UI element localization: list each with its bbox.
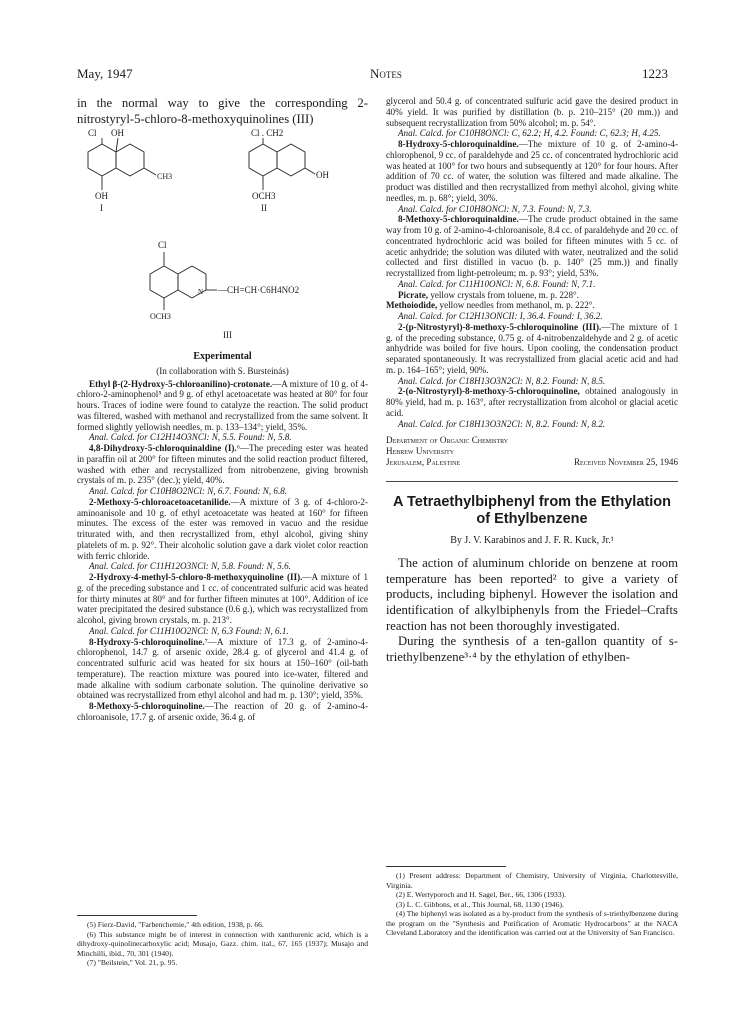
analysis-line: Anal. Calcd. for C11H10O2NCl: N, 6.3 Found: N, 6.1. bbox=[89, 625, 289, 636]
structure-i-ch3: CH3 bbox=[157, 172, 173, 182]
structure-ii-och3: OCH3 bbox=[252, 191, 276, 202]
footnote-rule bbox=[386, 866, 506, 867]
compound-title: 4,8-Dihydroxy-5-chloroquinaldine (I). bbox=[89, 443, 237, 454]
procedure-text: —A mixture of 10 g. of 4-chloro-2-aminophenol⁵ and 9 g. of ethyl acetoacetate was heated at 80° for four hours. Traces of iodine were found to catalyze the reaction. The solid product was filtered, washed with methanol and recrystallized from the same solvent. It formed slightly yellowish needles, m. p. 133–134°; yield, 35%. bbox=[77, 378, 368, 432]
compound-title: 2-(p-Nitrostyryl)-8-methoxy-5-chloroquinoline (III). bbox=[398, 321, 602, 332]
compound-title: 8-Hydroxy-5-chloroquinaldine. bbox=[398, 139, 519, 149]
structure-ii-ring-right bbox=[277, 144, 305, 176]
analysis-line: Anal. Calcd. for C12H14O3NCl: N, 5.5. Found: N, 5.8. bbox=[89, 432, 292, 443]
university: Hebrew University bbox=[386, 446, 455, 456]
structure-i-ring-left bbox=[88, 144, 116, 176]
running-header-section: Notes bbox=[370, 66, 402, 81]
location-line bbox=[386, 457, 678, 468]
structure-i-oh-top: OH bbox=[111, 128, 124, 139]
procedure-text: ⁶—The preceding ester was heated in paraffin oil at 200° for fifteen minutes and the solid reaction product filtered, washed with ether and recrystallized from nitrobenzene, giving brownish crystals of m. p. 235° (dec.); yield, 40%. bbox=[77, 443, 368, 486]
right-footnotes bbox=[386, 871, 678, 938]
compound-title: 2-Hydroxy-4-methyl-5-chloro-8-methoxyquinoline (II). bbox=[89, 572, 303, 583]
procedure-text: yellow needles from methanol, m. p. 222°. bbox=[437, 300, 595, 311]
body-paragraph: The action of aluminum chloride on benzene at room temperature has been reported² to give a variety of products, including biphenyl. However the isolation and identification of alkylbiphenyls from the Friedel–Crafts reaction has not been thoroughly investigated. bbox=[386, 556, 678, 633]
compound-title: Picrate, bbox=[398, 289, 429, 300]
analysis-line: Anal. Calcd. for C11H12O3NCl: N, 5.8. Found: N, 5.6. bbox=[89, 561, 291, 572]
article-divider bbox=[386, 481, 678, 482]
footnote: (1) Present address: Department of Chemistry, University of Virginia, Charlottesville, Virginia. bbox=[386, 871, 678, 890]
structure-iii-ring-left bbox=[150, 266, 178, 298]
structure-i-cl: Cl bbox=[88, 128, 97, 139]
left-footnotes bbox=[77, 920, 368, 968]
analysis-line: Anal. Calcd. for C18H13O3N2Cl: N, 8.2. Found: N, 8.2. bbox=[398, 418, 606, 429]
footnote: (5) Fierz-David, "Farbenchemie," 4th edition, 1938, p. 66. bbox=[87, 920, 264, 929]
body-paragraph: During the synthesis of a ten-gallon quantity of s-triethylbenzene³·⁴ by the ethylation of ethylben- bbox=[386, 634, 678, 664]
analysis-line: Anal. Calcd. for C10H8ONCl: N, 7.3. Found: N, 7.3. bbox=[398, 203, 592, 214]
section-heading-experimental: Experimental bbox=[193, 351, 252, 363]
structure-i-numeral: I bbox=[100, 203, 103, 214]
left-column bbox=[77, 96, 368, 723]
running-header-date: May, 1947 bbox=[77, 66, 133, 81]
procedure-text: —The mixture of 10 g. of 2-amino-4-chlorophenol, 9 cc. of paraldehyde and 25 cc. of concentrated hydrochloric acid was heated at 100° for two hours and subsequently at 120° for four hours. After addition of 70 cc. of water, the solution was filtered and made alkaline. The product was distilled and then recrystallized from methyl alcohol, giving white needles, m. p. 68°; yield, 30%. bbox=[386, 139, 678, 203]
structure-iii-chain: —CH=CH·C6H4NO2 bbox=[218, 285, 300, 296]
compound-title: Ethyl β-(2-Hydroxy-5-chloroanilino)-crotonate. bbox=[89, 378, 273, 389]
structure-iii-numeral: III bbox=[223, 330, 232, 341]
footnote: (7) "Beilstein," Vol. 21, p. 95. bbox=[87, 958, 178, 967]
compound-title: 2-(o-Nitrostyryl)-8-methoxy-5-chloroquinoline, bbox=[398, 386, 580, 397]
compound-title: 8-Methoxy-5-chloroquinaldine. bbox=[398, 214, 519, 225]
procedure-text: yellow crystals from toluene, m. p. 228°. bbox=[428, 289, 579, 300]
structure-i-oh-bottom: OH bbox=[95, 191, 108, 202]
article-authors: By J. V. Karabinos and J. F. R. Kuck, Jr.¹ bbox=[450, 534, 614, 546]
affiliation-block bbox=[386, 435, 678, 467]
page-number: 1223 bbox=[642, 66, 668, 81]
footnote: (6) This substance might be of interest in connection with xanthurenic acid, which is a dihydroxy-quinolinecarboxylic acid; Musajo, Gazz. chim. ital., 67, 165 (1937); Musajo and Minchilli, ibid., 70, 301 (1940). bbox=[77, 929, 368, 958]
structure-iii-n: N bbox=[198, 288, 204, 297]
received-date: Received November 25, 1946 bbox=[573, 456, 678, 467]
intro-paragraph: in the normal way to give the corresponding 2-nitrostyryl-5-chloro-8-methoxyquinolines (III) bbox=[77, 96, 368, 126]
location: Jerusalem, Palestine bbox=[386, 456, 461, 467]
collaboration-note: (In collaboration with S. Bursteinás) bbox=[156, 365, 289, 376]
chemical-structures bbox=[77, 128, 368, 350]
procedure-text: —A mixture of 1 g. of the preceding substance and 1 cc. of concentrated sulfuric acid was heated for thirty minutes at 80° and for further fifteen minutes at 100°. Addition of ice water precipitated the desired substance (0.6 g.), which was recrystallized from alcohol, giving brown crystals, m. p. 213°. bbox=[77, 572, 368, 626]
footnote: (2) E. Wertyporoch and H. Sagel, Ber., 66, 1306 (1933). bbox=[396, 890, 567, 899]
structure-iii-och3: OCH3 bbox=[150, 312, 171, 322]
analysis-line: Anal. Calcd. for C12H13ONCII: I, 36.4. Found: I, 36.2. bbox=[398, 311, 603, 321]
structure-i-ring-right bbox=[116, 144, 144, 176]
footnote: (3) L. C. Gibbons, et al., This Journal, 68, 1130 (1946). bbox=[396, 899, 564, 909]
procedure-text: —The mixture of 1 g. of the preceding substance, 0.75 g. of 4-nitrobenzaldehyde and 2 g. of acetic anhydride was boiled for five hours. Upon cooling, the condensation product separated spontaneously. It was recrystallized from glacial acetic acid and had m. p. 164–165°; yield, 90%. bbox=[386, 321, 678, 375]
structure-ii-oh: OH bbox=[316, 170, 329, 181]
structure-ii-cl-ch2: Cl . CH2 bbox=[251, 128, 284, 139]
procedure-text: glycerol and 50.4 g. of concentrated sulfuric acid gave the desired product in 40% yield. It was purified by distillation (b. p. 210–215° (20 mm.)) and subsequent recrystallization from 50% alcohol; m. p. 54°. bbox=[386, 96, 678, 128]
structure-ii-numeral: II bbox=[261, 203, 267, 214]
procedure-text: —A mixture of 3 g. of 4-chloro-2-aminoanisole and 10 g. of ethyl acetoacetate was heated at 160° for fifteen minutes. The excess of the ester was removed in vacuo and the residue triturated with, and then recrystallized from, ethyl alcohol, giving shiny platelets of m. p. 92°. Their alcoholic solution gave a dark violet color reaction with ferric chloride. bbox=[77, 496, 368, 561]
article-title: A Tetraethylbiphenyl from the Ethylation of Ethylbenzene bbox=[393, 493, 671, 527]
compound-title: 8-Methoxy-5-chloroquinoline. bbox=[89, 701, 205, 712]
right-column bbox=[386, 96, 678, 665]
footnote: (4) The biphenyl was isolated as a by-product from the synthesis of s-triethylbenzene during the program on the "Synthesis and Purification of Aromatic Hydrocarbons" at the NACA Cleveland Laboratory and the identification was carried out at the University of San Francisco. bbox=[386, 909, 678, 937]
structure-iii-cl: Cl bbox=[158, 240, 167, 251]
analysis-line: Anal. Calcd. for C10H8ONCl: C, 62.2; H, 4.2. Found: C, 62.3; H, 4.25. bbox=[398, 128, 661, 139]
procedure-text: —The crude product obtained in the same way from 10 g. of 2-amino-4-chloroanisole, 8.4 cc. of paraldehyde and 20 cc. of concentrated hydrochloric acid was boiled for fifteen minutes with 5 cc. of acetic anhydride; the solution was diluted with water, neutralized and the solid collected and first distilled in vacuo (b. p. 140° (25 mm.)) and finally recrystallized from light-petroleum; m. p. 93°; yield, 53%. bbox=[386, 214, 678, 278]
compound-title: 2-Methoxy-5-chloroacetoacetanilide. bbox=[89, 496, 231, 507]
compound-title: Methoiodide, bbox=[386, 300, 438, 311]
procedure-text: ⁷—A mixture of 17.3 g. of 2-amino-4-chlorophenol, 14.7 g. of arsenic oxide, 28.4 g. of glycerol and 41.4 g. of concentrated sulfuric acid was heated for six hours at 150–160° (oil-bath temperature). The reaction mixture was poured into ice-water, filtered and made alkaline with sodium carbonate solution. The quinoline derivative so obtained was recrystallized from ethyl alcohol and had m. p. 130°; yield, 35%. bbox=[77, 636, 368, 701]
analysis-line: Anal. Calcd. for C10H8O2NCl: N, 6.7. Found: N, 6.8. bbox=[89, 486, 288, 497]
analysis-line: Anal. Calcd. for C18H13O3N2Cl: N, 8.2. Found: N, 8.5. bbox=[398, 375, 606, 386]
compound-title: 8-Hydroxy-5-chloroquinoline. bbox=[89, 636, 205, 647]
footnote-rule bbox=[77, 915, 197, 916]
department: Department of Organic Chemistry bbox=[386, 435, 509, 446]
analysis-line: Anal. Calcd. for C11H10ONCl: N, 6.8. Found: N, 7.1. bbox=[398, 278, 596, 289]
procedure-text: obtained analogously in 80% yield, had m. p. 163°, after recrystallization from alcohol or glacial acetic acid. bbox=[386, 386, 678, 418]
procedure-text: —The reaction of 20 g. of 2-amino-4-chloroanisole, 17.7 g. of arsenic oxide, 36.4 g. of bbox=[77, 701, 368, 722]
structure-ii-ring-left bbox=[249, 144, 277, 176]
